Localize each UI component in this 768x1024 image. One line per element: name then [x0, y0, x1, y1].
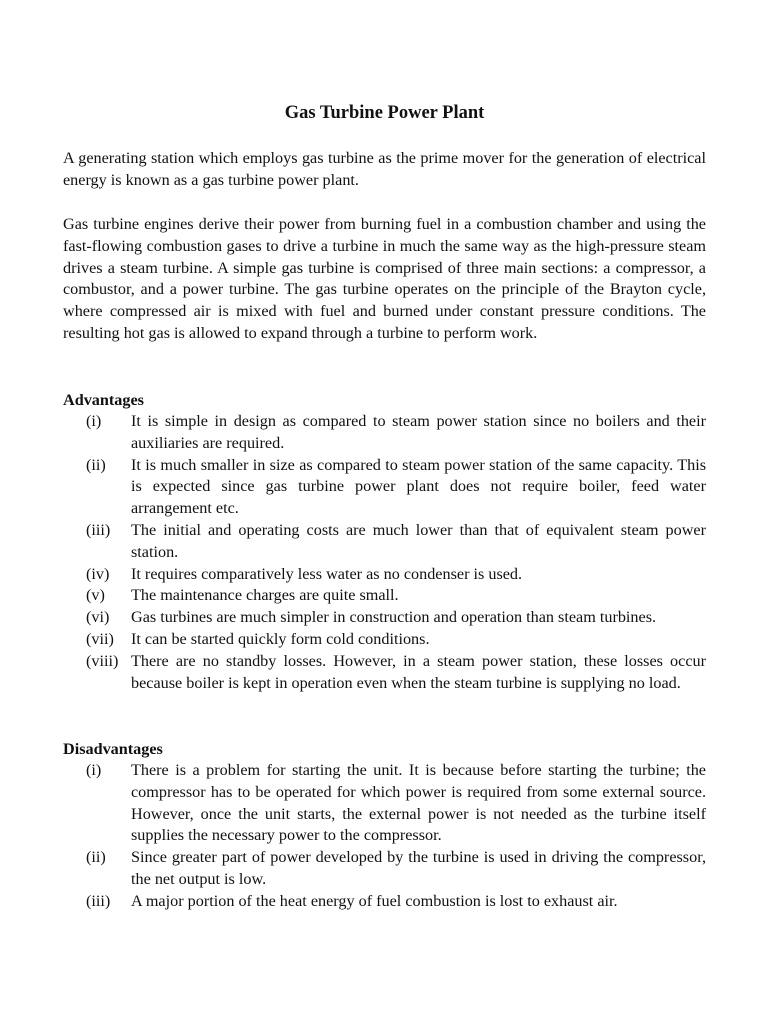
advantage-item: [63, 629, 706, 651]
list-number: (iii): [86, 520, 111, 539]
list-text: A major portion of the heat energy of fuel combustion is lost to exhaust air.: [131, 891, 618, 910]
disadvantage-item: [63, 891, 706, 913]
advantage-item: [63, 564, 706, 586]
advantage-item: [63, 607, 706, 629]
list-text: There are no standby losses. However, in a steam power station, these losses occur because boiler is kept in operation even when the steam turbine is supplying no load.: [131, 651, 706, 692]
list-number: (iii): [86, 891, 111, 910]
list-text: It is much smaller in size as compared to steam power station of the same capacity. This is expected since gas turbine power plant does not require boiler, feed water arrangement etc.: [131, 455, 706, 518]
list-number: (vi): [86, 608, 110, 627]
list-number: (ii): [86, 848, 106, 867]
disadvantages-list: [63, 760, 706, 913]
list-text: It requires comparatively less water as no condenser is used.: [131, 564, 523, 583]
page-title: Gas Turbine Power Plant: [284, 103, 485, 123]
disadvantages-heading: Disadvantages: [63, 740, 163, 758]
list-text: The initial and operating costs are much lower than that of equivalent steam power station.: [131, 520, 706, 561]
list-number: (vii): [86, 629, 114, 648]
list-text: There is a problem for starting the unit. It is because before starting the turbine; the compressor has to be operated for which power is required from some external source. However, once the unit starts, the external power is not needed as the turbine itself supplies the necessary power to the compressor.: [131, 761, 706, 845]
description-paragraph: Gas turbine engines derive their power from burning fuel in a combustion chamber and using the fast-flowing combustion gases to drive a turbine in much the same way as the high-pressure steam drives a steam turbine. A simple gas turbine is comprised of three main sections: a compressor, a combustor, and a power turbine. The gas turbine operates on the principle of the Brayton cycle, where compressed air is mixed with fuel and burned under constant pressure conditions. The resulting hot gas is allowed to expand through a turbine to perform work.: [63, 215, 706, 342]
advantage-item: [63, 520, 706, 564]
intro-paragraph: A generating station which employs gas turbine as the prime mover for the generation of electrical energy is known as a gas turbine power plant.: [63, 149, 706, 189]
advantage-item: [63, 585, 706, 607]
list-number: (ii): [86, 455, 106, 474]
list-text: Gas turbines are much simpler in construction and operation than steam turbines.: [131, 608, 657, 627]
disadvantage-item: [63, 847, 706, 891]
advantage-item: [63, 411, 706, 455]
advantage-item: [63, 455, 706, 520]
list-text: It is simple in design as compared to steam power station since no boilers and their auxiliaries are required.: [131, 412, 706, 452]
list-number: (i): [86, 412, 102, 430]
list-text: It can be started quickly form cold conditions.: [131, 629, 430, 648]
list-number: (iv): [86, 564, 110, 583]
advantages-list: [63, 411, 706, 694]
advantage-item: [63, 651, 706, 695]
advantages-heading: Advantages: [63, 391, 144, 409]
list-number: (v): [86, 586, 105, 605]
disadvantage-item: [63, 760, 706, 847]
list-number: (viii): [86, 651, 119, 670]
list-text: Since greater part of power developed by the turbine is used in driving the compressor, the net output is low.: [131, 848, 706, 888]
list-text: The maintenance charges are quite small.: [131, 586, 399, 605]
list-number: (i): [86, 761, 102, 779]
